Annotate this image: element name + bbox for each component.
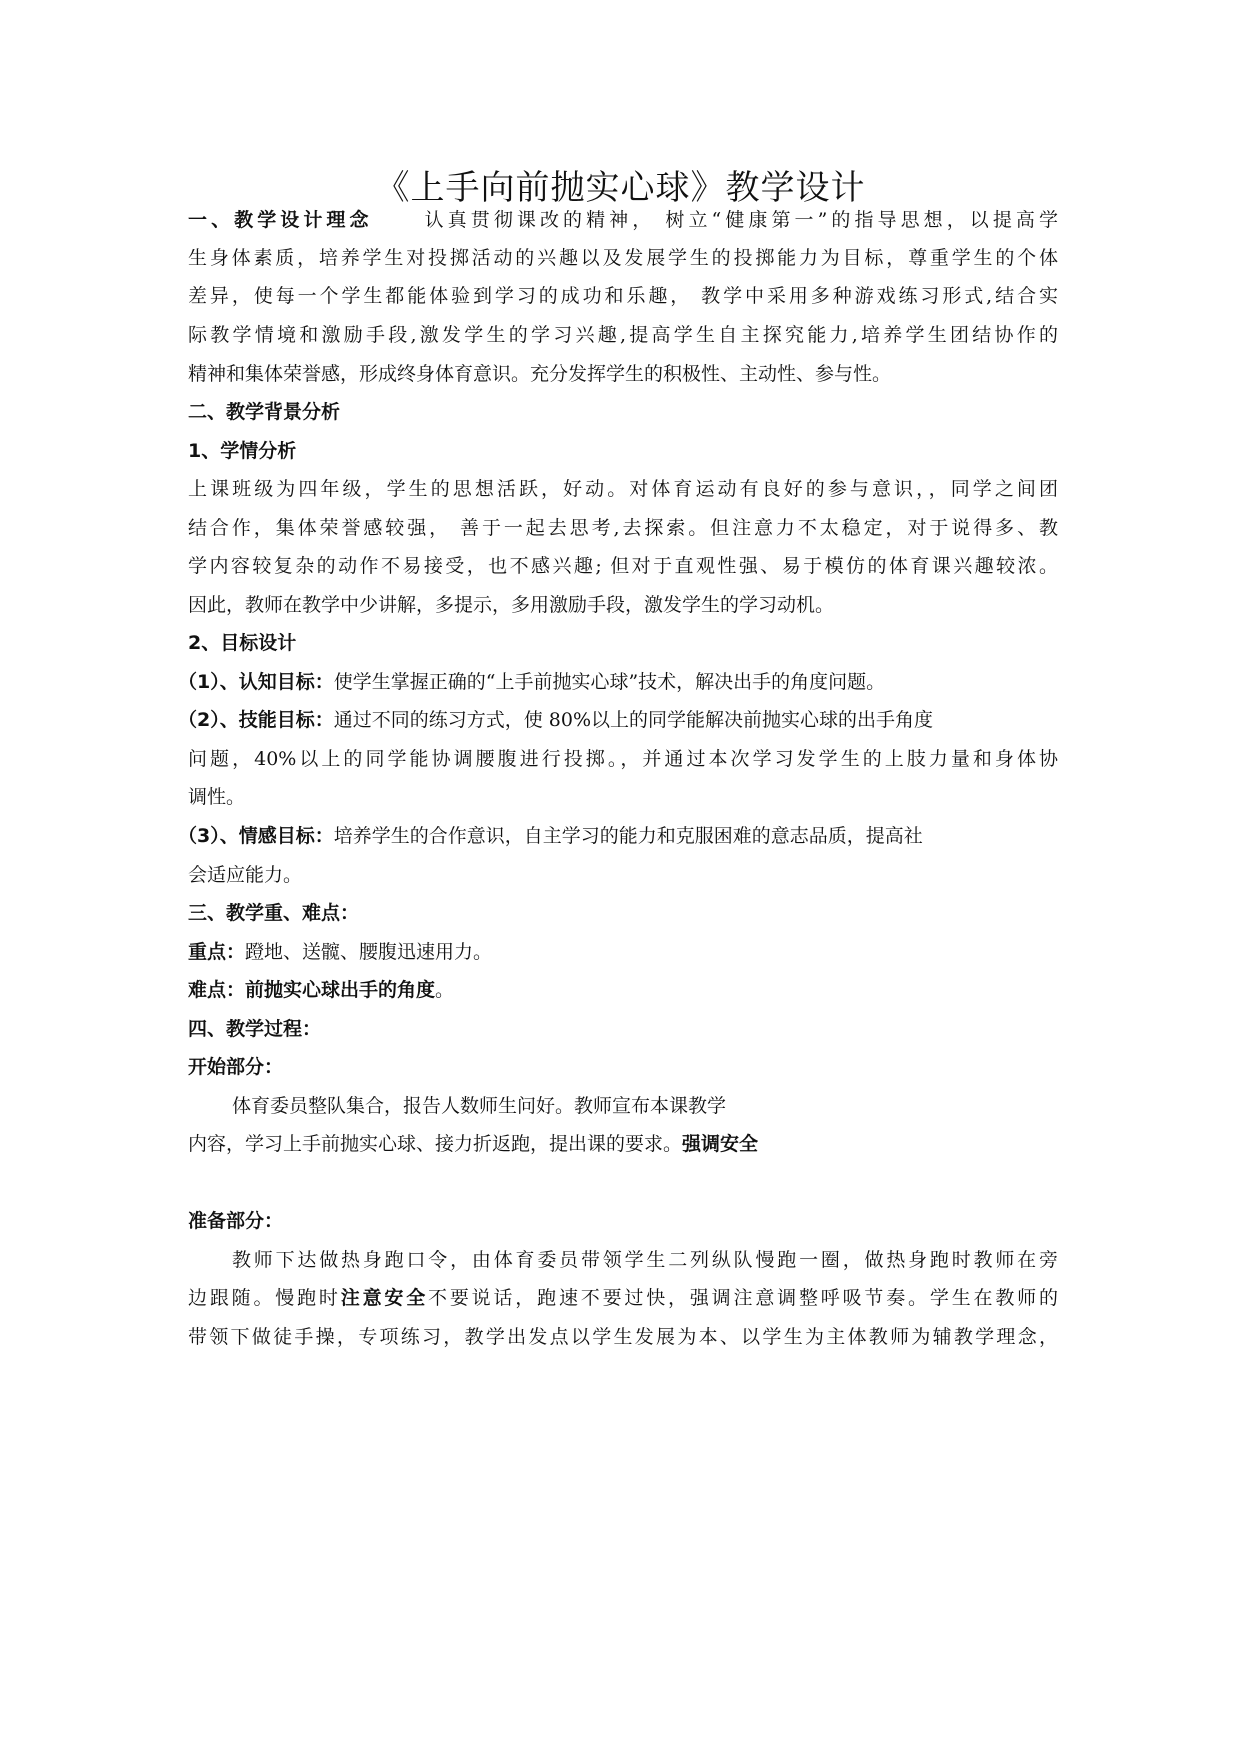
goal-3 — [178, 821, 1058, 851]
sec1-line-4: 际教学情境和激励手段,激发学生的学习兴趣,提高学生自主探究能力,培养学生团结协作的 — [188, 324, 1058, 346]
hard-point-label: 难点： — [188, 979, 246, 1001]
sec1-line-5: 精神和集体荣誉感，形成终身体育意识。充分发挥学生的积极性、主动性、参与性。 — [188, 363, 892, 385]
goal-2-line-3: 调性。 — [188, 786, 246, 808]
sec1-line-2: 生身体素质，培养学生对投掷活动的兴趣以及发展学生的投掷能力为目标，尊重学生的个体 — [188, 247, 1058, 269]
goal-2-label: （2）、技能目标： — [178, 709, 334, 731]
start-emphasis: 强调安全 — [682, 1133, 759, 1155]
sec1-line-3: 差异，使每一个学生都能体验到学习的成功和乐趣， 教学中采用多种游戏练习形式,结合实 — [188, 285, 1058, 307]
goal-3-line-2: 会适应能力。 — [188, 864, 303, 886]
start-line-2 — [188, 1129, 1058, 1159]
prep-line-2b: 不要说话，跑速不要过快，强调注意调整呼吸节奏。学生在教师的 — [428, 1287, 1058, 1309]
sec3-heading: 三、教学重、难点： — [188, 902, 360, 924]
key-point-text: 蹬地、送髋、腰腹迅速用力。 — [245, 941, 493, 963]
goal-1 — [178, 667, 1048, 697]
prep-line-2 — [188, 1283, 1058, 1313]
sec2-sub1-line-4: 因此，教师在教学中少讲解，多提示，多用激励手段，激发学生的学习动机。 — [188, 594, 835, 616]
prep-emphasis: 注意安全 — [340, 1287, 429, 1309]
start-heading: 开始部分： — [188, 1056, 284, 1078]
goal-2-text: 通过不同的练习方式，使 80%以上的同学能解决前抛实心球的出手角度 — [333, 709, 934, 731]
sec2-sub1-heading: 1、学情分析 — [188, 440, 297, 462]
goal-2 — [178, 705, 1058, 735]
hard-point — [188, 975, 1058, 1005]
start-line-1: 体育委员整队集合，报告人数师生问好。教师宣布本课教学 — [232, 1095, 727, 1117]
sec2-sub1-line-3: 学内容较复杂的动作不易接受，也不感兴趣; 但对于直观性强、易于模仿的体育课兴趣较浓。 — [188, 555, 1058, 577]
prep-line-1: 教师下达做热身跑口令，由体育委员带领学生二列纵队慢跑一圈，做热身跑时教师在旁 — [232, 1249, 1058, 1271]
prep-line-3: 带领下做徒手操，专项练习，教学出发点以学生发展为本、以学生为主体教师为辅教学理念， — [188, 1326, 1058, 1348]
sec4-heading: 四、教学过程： — [188, 1018, 322, 1040]
goal-1-label: （1）、认知目标： — [178, 671, 334, 693]
goal-2-line-2: 问题，40%以上的同学能协调腰腹进行投掷。，并通过本次学习发学生的上肢力量和身体协 — [188, 748, 1058, 770]
sec1-line-1: 认真贯彻课改的精神， 树立“健康第一”的指导思想，以提高学 — [420, 209, 1058, 231]
prep-line-2a: 边跟随。慢跑时 — [188, 1287, 341, 1309]
sec1-heading: 一、教学设计理念 — [188, 209, 373, 231]
key-point — [188, 937, 1058, 967]
goal-3-label: （3）、情感目标： — [178, 825, 334, 847]
goal-1-text: 使学生掌握正确的“上手前抛实心球”技术，解决出手的角度问题。 — [333, 671, 886, 693]
document-title: 《上手向前抛实心球》教学设计 — [375, 168, 866, 208]
sec1-first-line — [188, 205, 1058, 235]
hard-point-tail: 。 — [435, 979, 455, 1001]
key-point-label: 重点： — [188, 941, 246, 963]
sec2-heading: 二、教学背景分析 — [188, 401, 341, 423]
start-line-2-text: 内容，学习上手前抛实心球、接力折返跑，提出课的要求。 — [188, 1133, 683, 1155]
sec2-sub1-line-1: 上课班级为四年级，学生的思想活跃，好动。对体育运动有良好的参与意识，，同学之间团 — [188, 478, 1058, 500]
sec2-sub2-heading: 2、目标设计 — [188, 632, 297, 654]
goal-3-text: 培养学生的合作意识，自主学习的能力和克服困难的意志品质，提高社 — [333, 825, 923, 847]
sec2-sub1-line-2: 结合作，集体荣誉感较强， 善于一起去思考,去探索。但注意力不太稳定，对于说得多、教 — [188, 517, 1058, 539]
hard-point-text: 前抛实心球出手的角度 — [245, 979, 436, 1001]
prep-heading: 准备部分： — [188, 1210, 284, 1232]
